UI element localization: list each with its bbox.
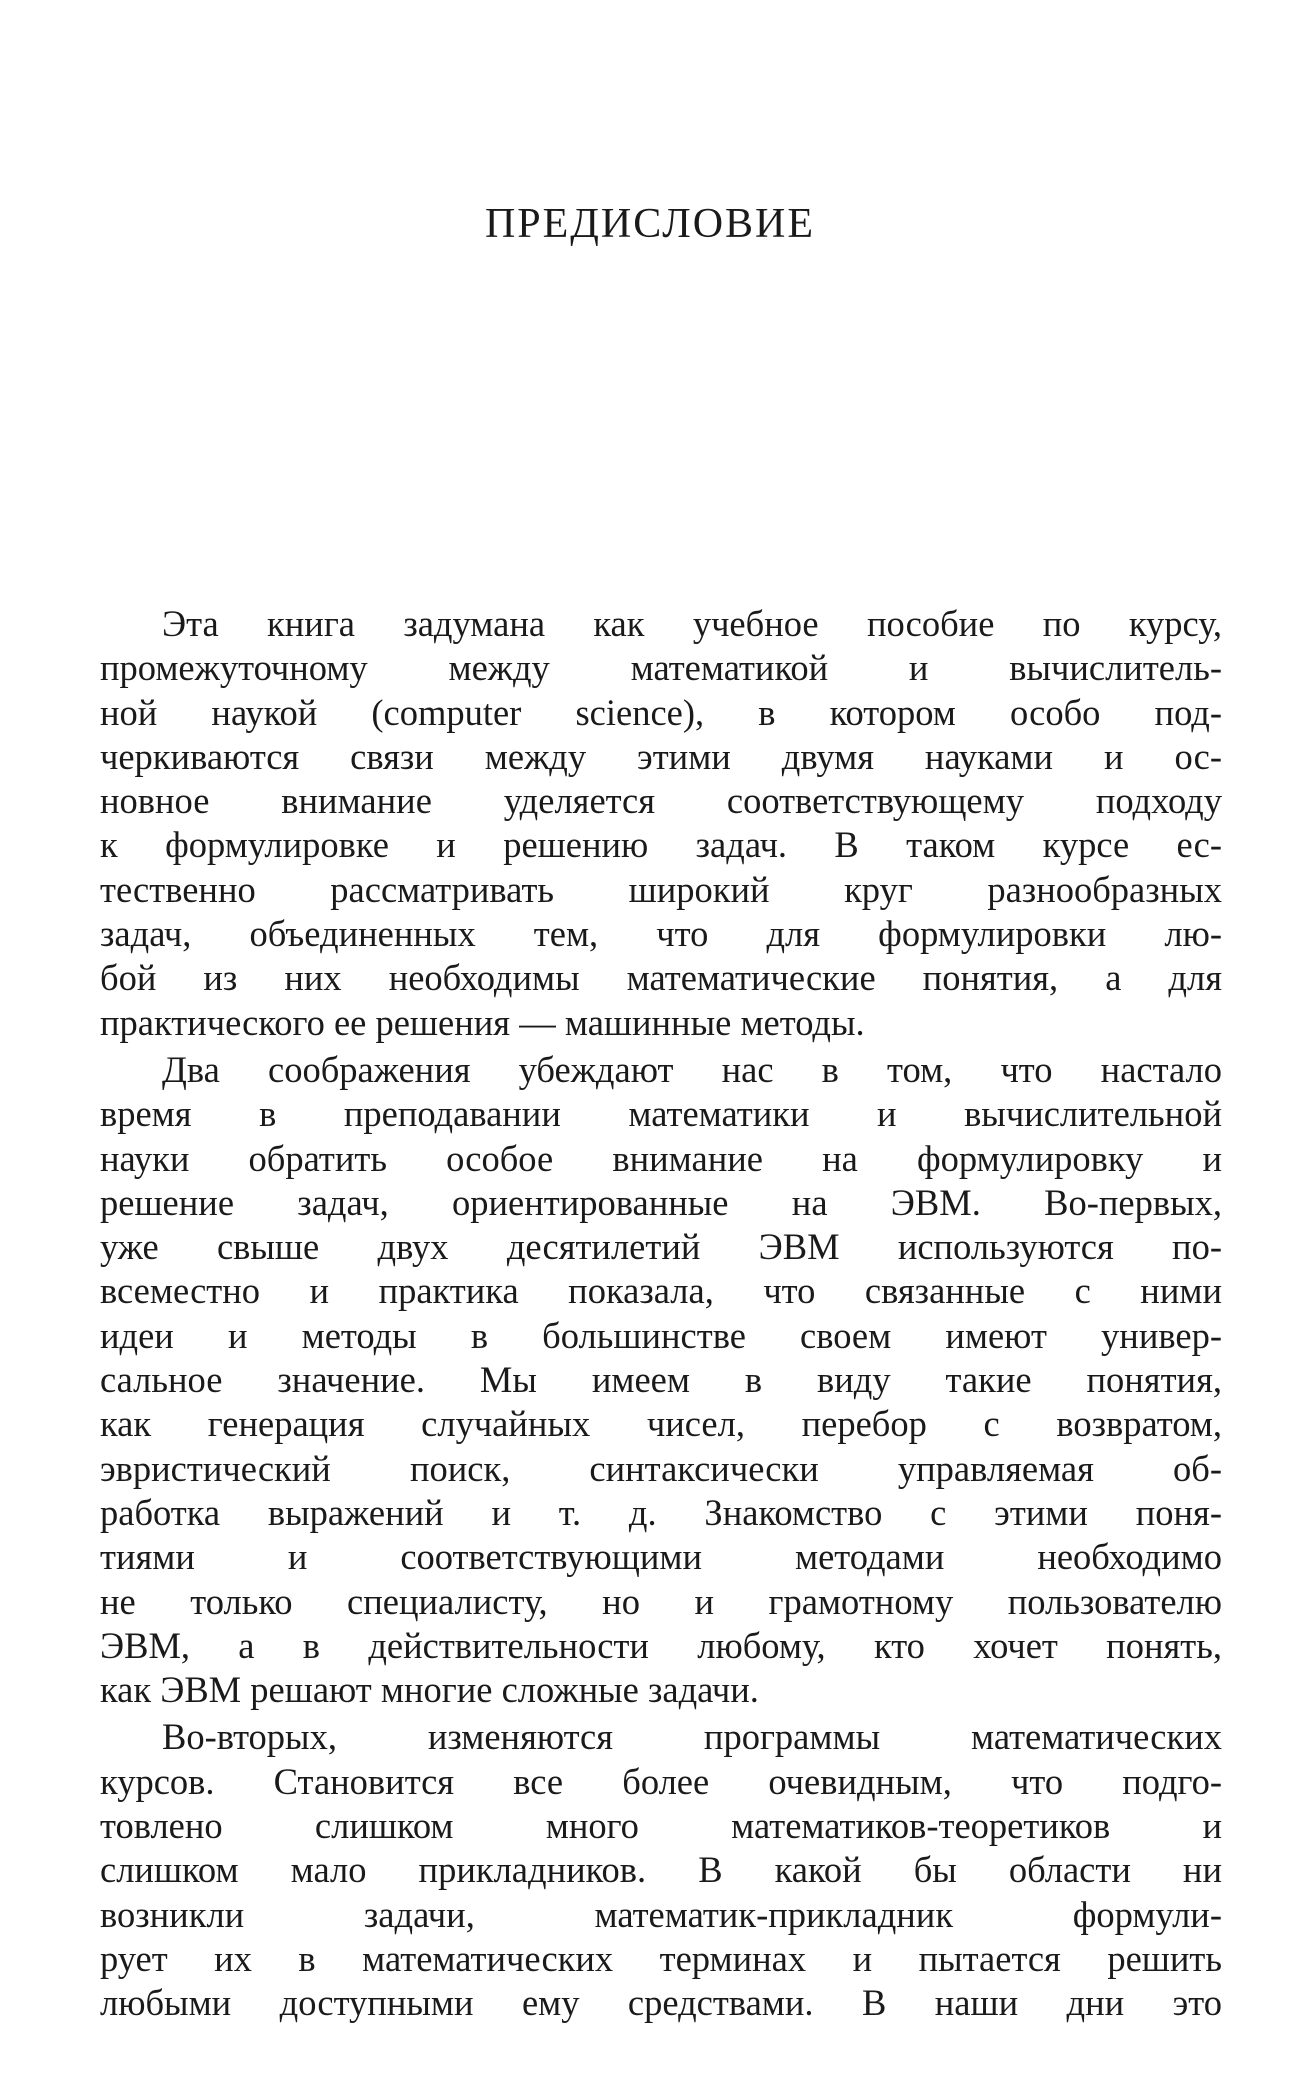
text-line: бой из них необходимы математические понятия, а для [100, 957, 1222, 999]
text-line: Во-вторых, изменяются программы математических [162, 1716, 1222, 1758]
text-line: Эта книга задумана как учебное пособие по курсу, [162, 603, 1222, 644]
text-line: рует их в математических терминах и пытается решить [100, 1937, 1222, 1979]
text-line: ной наукой (computer science), в котором особо под- [100, 691, 1222, 733]
text-line: товлено слишком много математиков-теоретиков и [100, 1805, 1222, 1847]
preface-body [100, 602, 1222, 2029]
text-line: время в преподавании математики и вычислительной [100, 1093, 1222, 1135]
paragraph-1 [100, 602, 1222, 1045]
page-title: ПРЕДИСЛОВИЕ [484, 201, 816, 247]
text-line: не только специалисту, но и грамотному пользователю [100, 1580, 1222, 1622]
text-line: черкиваются связи между этими двумя науками и ос- [100, 735, 1222, 777]
text-line: эвристический поиск, синтаксически управляемая об- [100, 1447, 1222, 1489]
paragraph-2 [100, 1048, 1222, 1712]
text-line: Два соображения убеждают нас в том, что настало [162, 1048, 1222, 1090]
text-line: новное внимание уделяется соответствующему подходу [100, 780, 1222, 822]
text-line: любыми доступными ему средствами. В наши дни это [100, 1982, 1222, 2024]
text-line: слишком мало прикладников. В какой бы области ни [100, 1849, 1222, 1891]
text-line: идеи и методы в большинстве своем имеют универ- [100, 1314, 1222, 1356]
text-line: к формулировке и решению задач. В таком курсе ес- [100, 824, 1222, 866]
text-line: науки обратить особое внимание на формулировку и [100, 1137, 1222, 1179]
text-line: работка выражений и т. д. Знакомство с этими поня- [100, 1491, 1222, 1533]
text-line: как генерация случайных чисел, перебор с возвратом, [100, 1403, 1222, 1445]
paragraph-3 [100, 1715, 1222, 2025]
text-line: тиями и соответствующими методами необходимо [100, 1536, 1222, 1578]
text-line: решение задач, ориентированные на ЭВМ. Во-первых, [100, 1181, 1222, 1223]
text-line: ЭВМ, а в действительности любому, кто хочет понять, [100, 1624, 1222, 1666]
text-line: сальное значение. Мы имеем в виду такие понятия, [100, 1359, 1222, 1401]
text-line: задач, объединенных тем, что для формулировки лю- [100, 913, 1222, 955]
text-line: уже свыше двух десятилетий ЭВМ используются по- [100, 1226, 1222, 1268]
text-line: как ЭВМ решают многие сложные задачи. [100, 1669, 759, 1711]
text-line: курсов. Становится все более очевидным, что подго- [100, 1760, 1222, 1802]
text-line: всеместно и практика показала, что связанные с ними [100, 1270, 1222, 1312]
text-line: тественно рассматривать широкий круг разнообразных [100, 868, 1222, 910]
text-line: промежуточному между математикой и вычислитель- [100, 647, 1222, 689]
text-line: возникли задачи, математик-прикладник формули- [100, 1893, 1222, 1935]
text-line: практического ее решения — машинные методы. [100, 1001, 865, 1043]
